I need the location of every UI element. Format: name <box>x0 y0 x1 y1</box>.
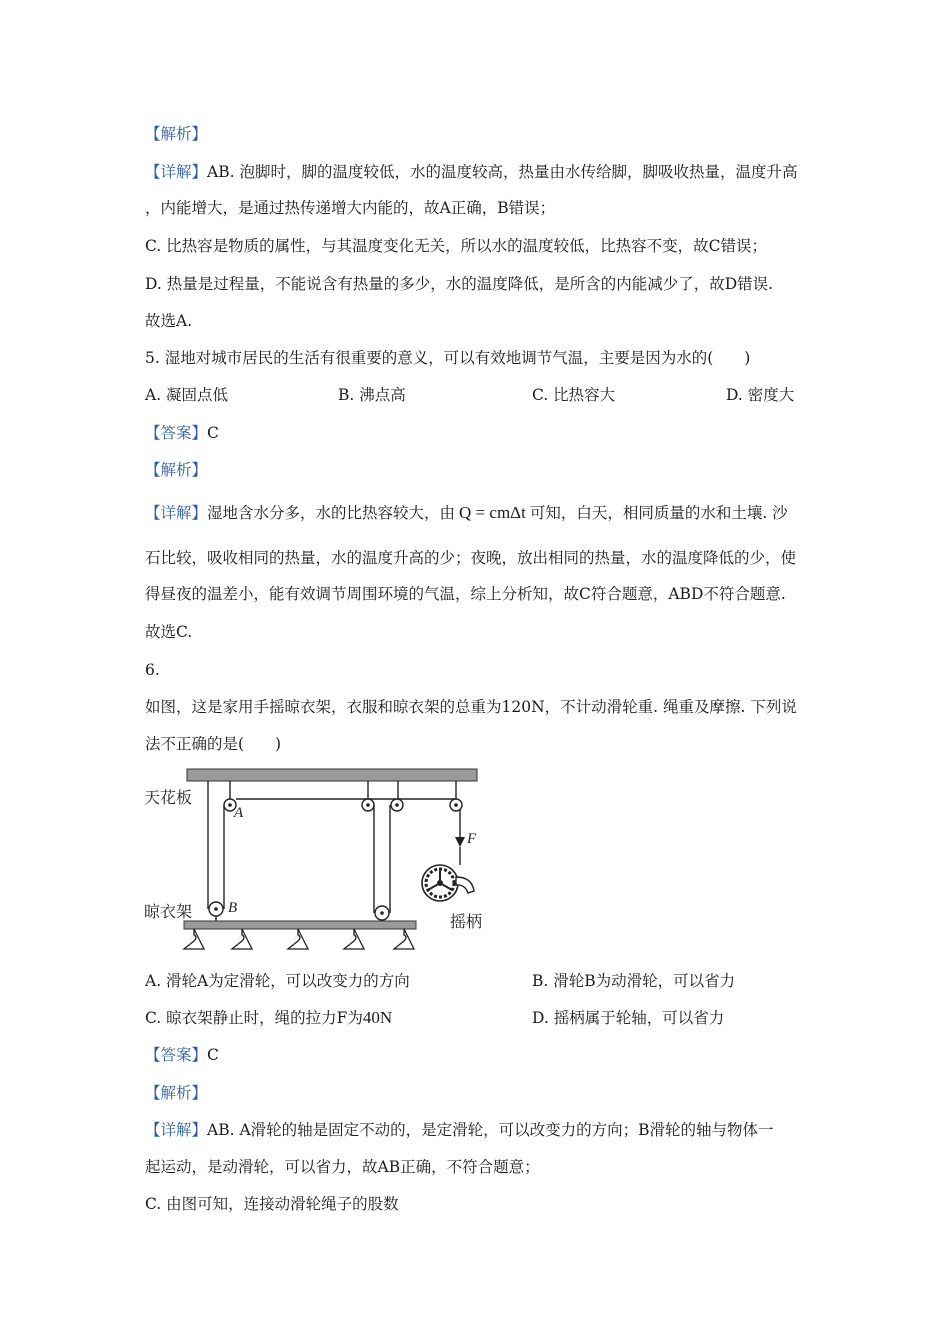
rack-label: 晾衣架 <box>144 902 193 921</box>
ceiling-beam <box>187 769 477 781</box>
q6-option-b: B. 滑轮B为动滑轮，可以省力 <box>532 972 736 990</box>
ceiling-label: 天花板 <box>144 788 193 807</box>
answer-tag: 【答案】 <box>145 424 208 442</box>
q5-choice-conclusion: 故选C. <box>145 623 193 641</box>
q5-detail-line: 石比较，吸收相同的热量，水的温度升高的少；夜晚，放出相同的热量，水的温度降低的少，使 <box>145 549 797 567</box>
q5-option-d: D. 密度大 <box>726 386 795 404</box>
question-6-stem: 如图，这是家用手摇晾衣架，衣服和晾衣架的总重为120N，不计动滑轮重. 绳重及摩擦. 下列说 <box>145 698 797 716</box>
q5-answer <box>145 423 219 443</box>
q5-analysis-heading: 【解析】 <box>145 461 208 479</box>
rack-bar <box>184 921 416 929</box>
q6-analysis-heading: 【解析】 <box>145 1084 208 1102</box>
q6-answer <box>145 1045 219 1065</box>
formula: Q = cmΔt <box>459 503 526 522</box>
q6-detail-line: 起运动，是动滑轮，可以省力，故AB正确，不符合题意； <box>145 1158 540 1176</box>
handle-label: 摇柄 <box>450 912 483 931</box>
q6-option-a: A. 滑轮A为定滑轮，可以改变力的方向 <box>145 972 410 990</box>
detail-text: 湿地含水分多，水的比热容较大，由 <box>207 504 456 522</box>
clothes-rack-pulley-figure <box>142 765 502 965</box>
q6-option-c <box>145 1008 392 1028</box>
option-text: C. 晾衣架静止时，绳的拉力F为 <box>145 1009 363 1027</box>
q5-option-b: B. 沸点高 <box>338 386 406 404</box>
detail-text: AB. 泡脚时，脚的温度较低，水的温度较高，热量由水传给脚，脚吸收热量，温度升高 <box>207 163 798 181</box>
detail-paragraph-line <box>145 162 797 182</box>
detail-text: 可知，白天，相同质量的水和土壤. 沙 <box>529 504 788 522</box>
hanger-icon <box>184 929 414 949</box>
q5-option-c: C. 比热容大 <box>532 386 616 404</box>
q6-detail-line <box>145 1120 774 1140</box>
question-6-number: 6. <box>145 661 160 679</box>
pulley-b-label: B <box>228 900 238 916</box>
force-arrow-icon <box>455 837 465 847</box>
answer-value: C <box>207 1046 219 1064</box>
q5-detail-line: 得昼夜的温差小，能有效调节周围环境的气温，综上分析知，故C符合题意，ABD不符合题意. <box>145 585 786 603</box>
question-6-stem: 法不正确的是( ) <box>145 735 282 753</box>
detail-paragraph-line: D. 热量是过程量，不能说含有热量的多少，水的温度降低，是所含的内能减少了，故D错误. <box>145 275 774 293</box>
choice-conclusion: 故选A. <box>145 312 193 330</box>
q6-option-d: D. 摇柄属于轮轴，可以省力 <box>532 1009 725 1027</box>
q5-detail-line <box>145 503 788 523</box>
question-5-stem: 5. 湿地对城市居民的生活有很重要的意义，可以有效地调节气温，主要是因为水的( ) <box>145 349 751 367</box>
crank-handle-icon <box>422 865 474 901</box>
pulley-a-label: A <box>234 805 244 821</box>
q5-option-a: A. 凝固点低 <box>145 386 229 404</box>
q6-detail-line: C. 由图可知，连接动滑轮绳子的股数 <box>145 1195 399 1213</box>
answer-value: C <box>207 424 219 442</box>
analysis-heading: 【解析】 <box>145 125 208 143</box>
detail-text: AB. A滑轮的轴是固定不动的，是定滑轮，可以改变力的方向；B滑轮的轴与物体一 <box>207 1121 774 1139</box>
detail-paragraph-line: C. 比热容是物质的属性，与其温度变化无关，所以水的温度较低，比热容不变，故C错误； <box>145 237 768 255</box>
force-label: F <box>467 831 477 847</box>
detail-tag: 【详解】 <box>145 504 208 522</box>
detail-tag: 【详解】 <box>145 163 208 181</box>
option-value: 40N <box>362 1008 393 1027</box>
answer-tag: 【答案】 <box>145 1046 208 1064</box>
detail-paragraph-line: ，内能增大，是通过热传递增大内能的，故A正确，B错误； <box>145 199 556 217</box>
detail-tag: 【详解】 <box>145 1121 208 1139</box>
